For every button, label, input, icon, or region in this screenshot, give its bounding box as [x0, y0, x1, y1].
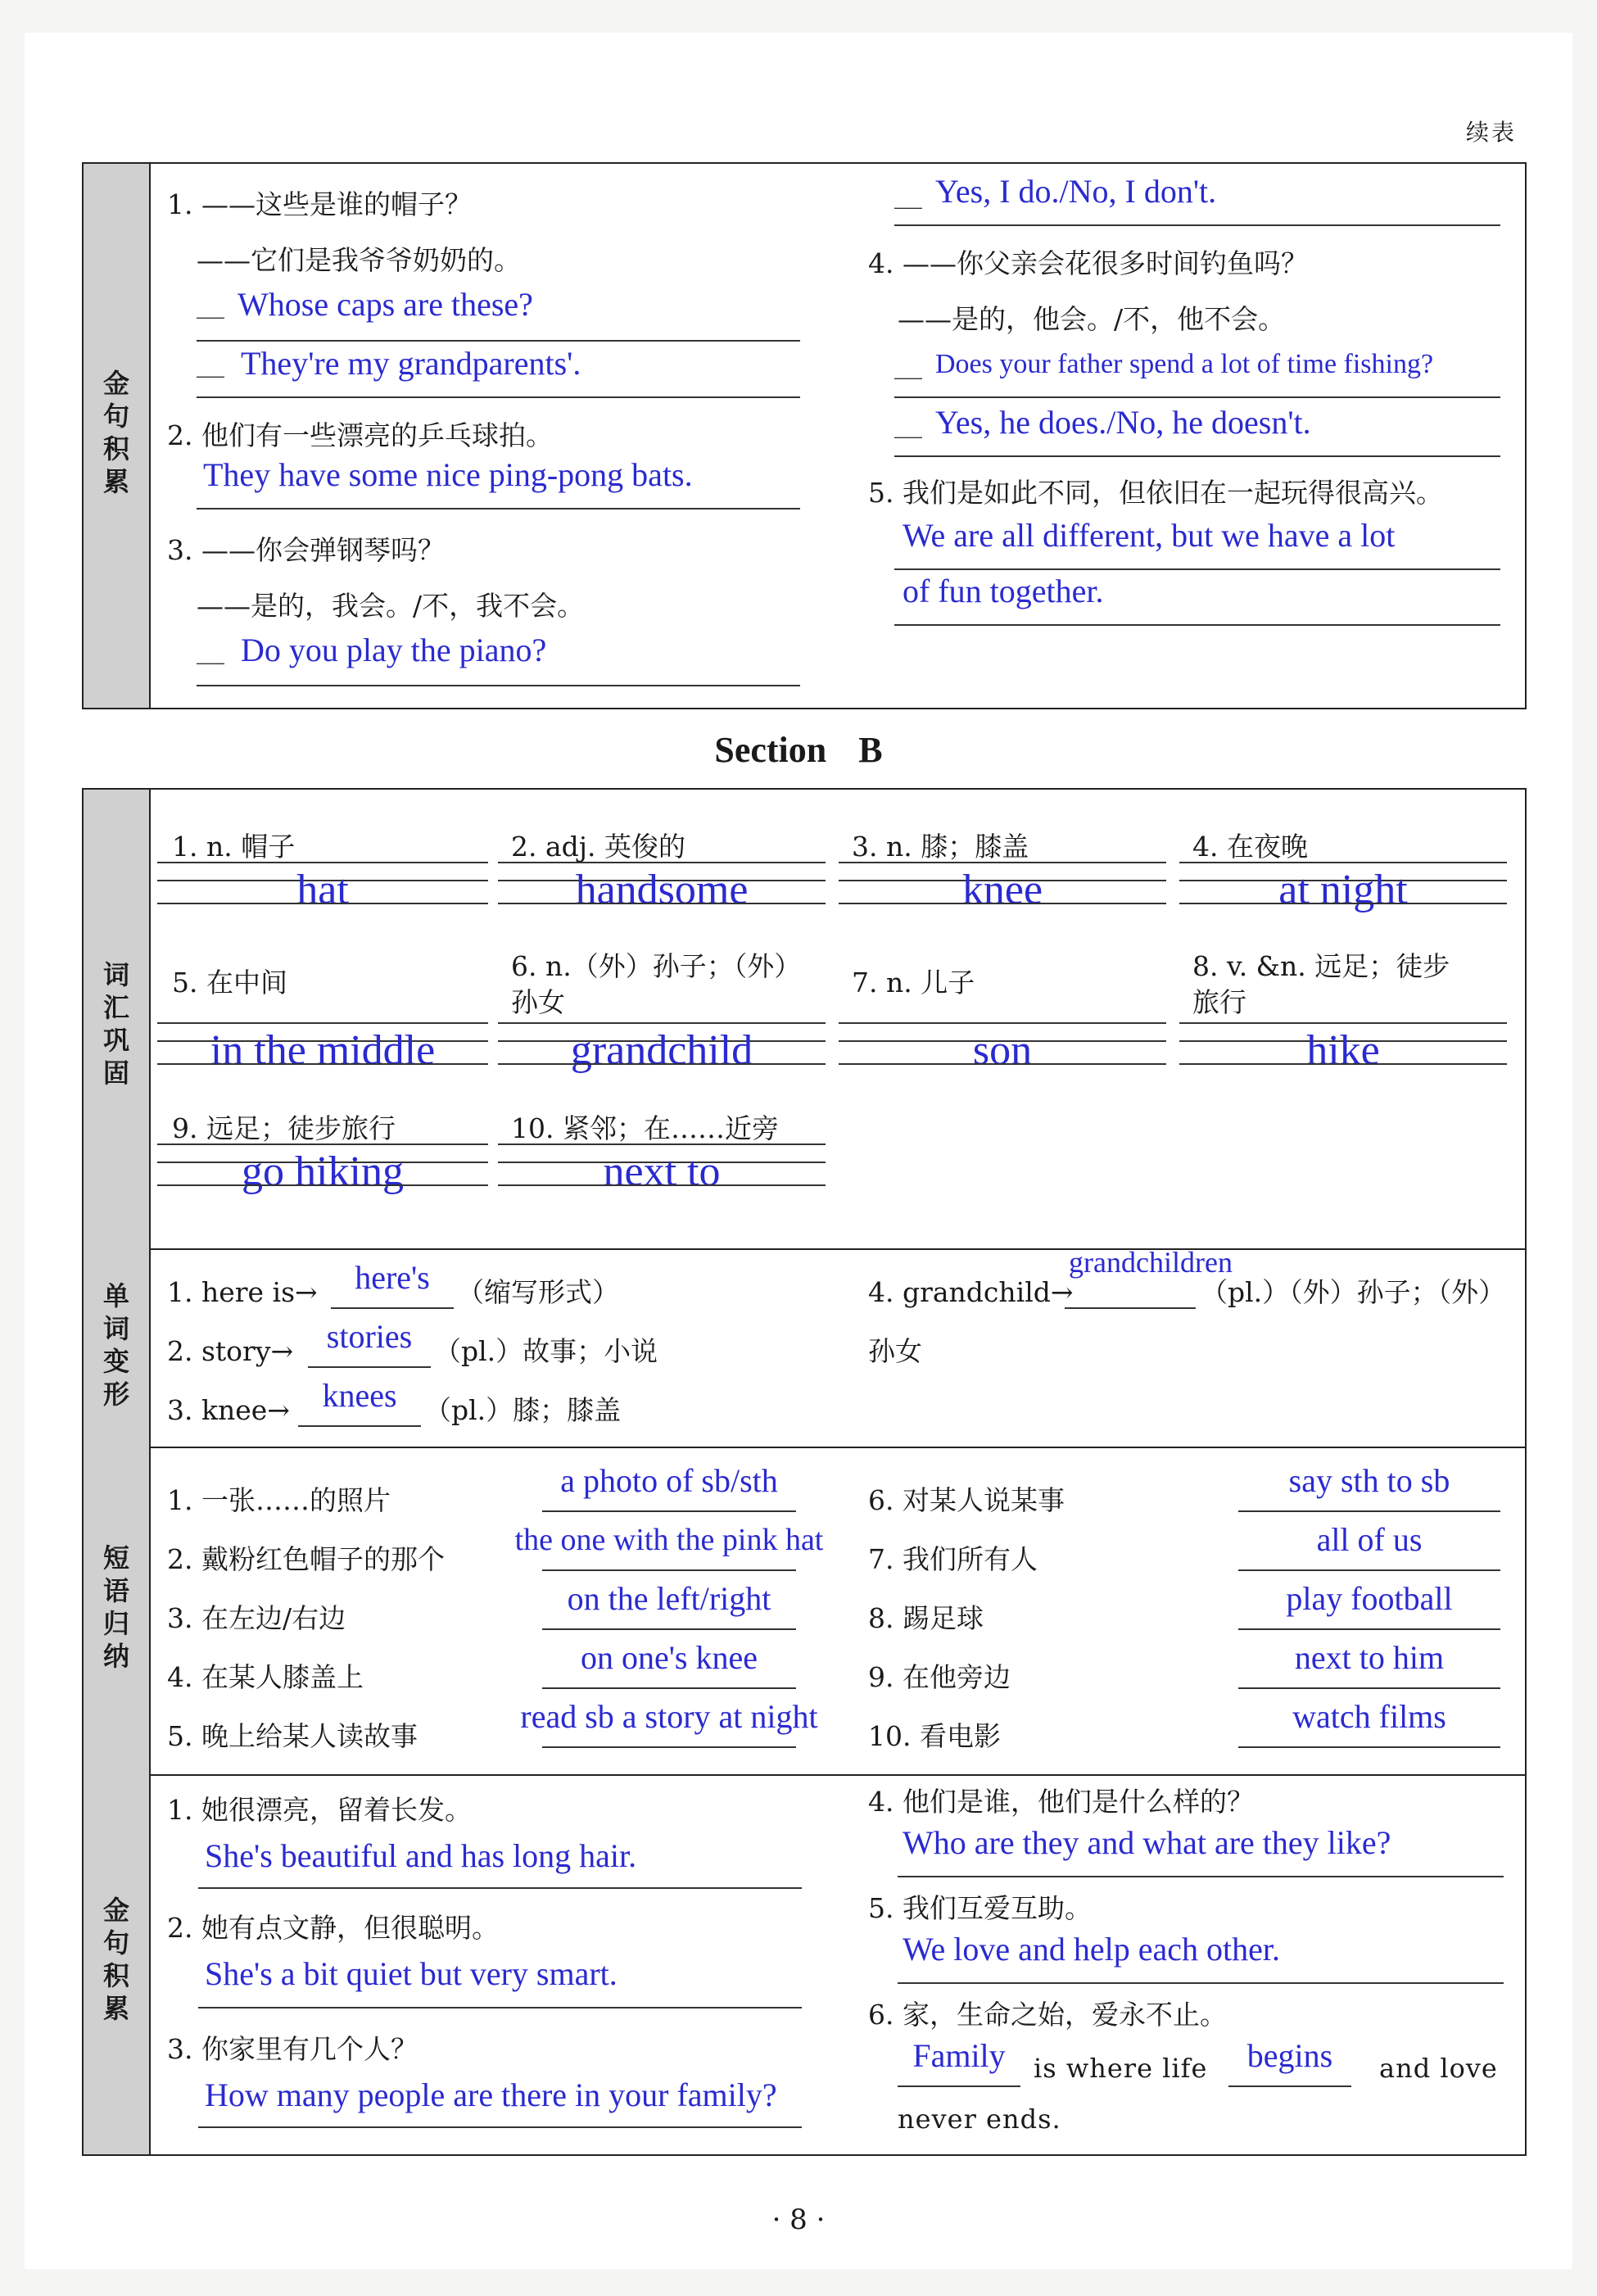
answer-line — [839, 1063, 1166, 1065]
answer-line — [498, 1022, 826, 1024]
answer-line — [157, 903, 488, 904]
forms-item-1-pre: 1. here is→ — [167, 1276, 318, 1308]
answer-line — [542, 1510, 796, 1512]
sentence-6-prompt: 6. 家，生命之始，爱永不止。 — [868, 1999, 1227, 2031]
phrase-4-prompt: 4. 在某人膝盖上 — [167, 1661, 364, 1693]
phrase-2-prompt: 2. 戴粉红色帽子的那个 — [167, 1543, 445, 1575]
answer-line — [839, 862, 1166, 863]
forms-item-4-post: （pl.）（外）孙子；（外） — [1201, 1276, 1506, 1308]
sentences-side-label: 金句积累 — [102, 1895, 129, 2024]
q4-answer-2: Yes, he does./No, he doesn't. — [935, 404, 1311, 441]
side-label-panel — [84, 164, 151, 708]
answer-line — [1065, 1307, 1196, 1309]
answer-line — [157, 1022, 488, 1024]
vocab-item-1-prompt: 1. n. 帽子 — [172, 831, 296, 863]
phrase-6-answer: say sth to sb — [1288, 1462, 1450, 1499]
phrase-5-prompt: 5. 晚上给某人读故事 — [167, 1720, 418, 1752]
answer-line — [542, 1628, 796, 1630]
answer-line — [1179, 862, 1507, 863]
q3-reply: ——是的，我会。/不，我不会。 — [197, 590, 585, 622]
q4-reply: ——是的，他会。/不，他不会。 — [898, 303, 1286, 335]
page-number: · 8 · — [771, 2203, 826, 2236]
phrase-7-prompt: 7. 我们所有人 — [868, 1543, 1038, 1575]
side-label-panel — [84, 790, 151, 2154]
phrase-1-prompt: 1. 一张……的照片 — [167, 1484, 391, 1516]
phrase-3-answer: on the left/right — [567, 1580, 771, 1617]
phrase-5-answer: read sb a story at night — [520, 1698, 818, 1735]
vocab-item-7-answer: son — [972, 1027, 1033, 1074]
answer-line — [298, 1425, 421, 1427]
answer-line — [498, 1184, 826, 1186]
phrase-9-answer: next to him — [1294, 1639, 1445, 1676]
phrase-10-answer: watch films — [1292, 1698, 1446, 1735]
answer-line — [894, 455, 1500, 457]
answer-line — [157, 1063, 488, 1065]
q3-prompt: 3. ——你会弹钢琴吗？ — [167, 534, 445, 566]
forms-item-3-answer: knees — [322, 1377, 397, 1414]
vocab-item-10-answer: next to — [603, 1148, 721, 1195]
phrases-side-label: 短语归纳 — [102, 1542, 129, 1672]
answer-line — [894, 624, 1500, 626]
sentence-6-answer-1: Family — [912, 2037, 1006, 2074]
answer-dash: __ — [197, 632, 224, 665]
vocab-item-8-answer: hike — [1306, 1027, 1380, 1074]
vocab-item-6-answer: grandchild — [570, 1027, 753, 1074]
phrase-4-answer: on one's knee — [580, 1639, 758, 1676]
phrase-2-answer: the one with the pink hat — [514, 1523, 824, 1557]
sentence-3-prompt: 3. 你家里有几个人？ — [167, 2033, 418, 2065]
answer-line — [1238, 1510, 1500, 1512]
vocab-item-4-prompt: 4. 在夜晚 — [1192, 831, 1308, 863]
answer-line — [1238, 1569, 1500, 1571]
answer-line — [894, 568, 1500, 570]
section-divider — [149, 1248, 1525, 1250]
answer-line — [1179, 1022, 1507, 1024]
q1-answer-1: Whose caps are these? — [238, 286, 533, 323]
sentence-1-answer: She's beautiful and has long hair. — [205, 1837, 637, 1874]
forms-item-1-answer: here's — [355, 1259, 430, 1296]
answer-dash: __ — [894, 406, 922, 439]
section-divider — [149, 1447, 1525, 1448]
answer-line — [498, 862, 826, 863]
answer-line — [1179, 1063, 1507, 1065]
answer-line — [198, 2126, 802, 2128]
sentence-6-end-2: never ends. — [898, 2104, 1061, 2135]
sentence-3-answer: How many people are there in your family? — [205, 2076, 777, 2113]
answer-dash: __ — [894, 177, 922, 210]
forms-item-3-pre: 3. knee→ — [167, 1394, 290, 1426]
vocab-item-7-prompt: 7. n. 儿子 — [852, 967, 975, 999]
answer-line — [197, 340, 800, 342]
q2-prompt: 2. 他们有一些漂亮的乒乓球拍。 — [167, 419, 553, 451]
vocab-item-10-prompt: 10. 紧邻；在……近旁 — [511, 1112, 779, 1144]
vocab-item-3-answer: knee — [961, 867, 1043, 913]
q5-answer-1: We are all different, but we have a lot — [903, 517, 1396, 554]
phrase-3-prompt: 3. 在左边/右边 — [167, 1602, 346, 1634]
q1-reply: ——它们是我爷爷奶奶的。 — [197, 244, 521, 276]
sentence-1-prompt: 1. 她很漂亮，留着长发。 — [167, 1794, 472, 1826]
sentence-6-end: and love — [1379, 2053, 1498, 2084]
answer-line — [498, 1143, 826, 1145]
q3-answer: Do you play the piano? — [241, 632, 547, 668]
sentence-6-answer-2: begins — [1246, 2037, 1333, 2074]
answer-line — [157, 1143, 488, 1145]
q5-prompt: 5. 我们是如此不同，但依旧在一起玩得很高兴。 — [868, 477, 1443, 509]
answer-line — [197, 396, 800, 398]
vocab-item-4-answer: at night — [1278, 867, 1408, 913]
q4-answer-1: Does your father spend a lot of time fishing? — [935, 349, 1434, 379]
top-sentences-block — [82, 162, 1527, 709]
sentence-4-prompt: 4. 他们是谁，他们是什么样的？ — [868, 1786, 1254, 1818]
q1-prompt: 1. ——这些是谁的帽子？ — [167, 188, 472, 220]
q2-answer: They have some nice ping-pong bats. — [203, 456, 693, 493]
answer-line — [894, 224, 1500, 226]
vocab-item-2-prompt: 2. adj. 英俊的 — [511, 831, 685, 863]
vocab-item-5-prompt: 5. 在中间 — [172, 967, 287, 999]
answer-line — [157, 862, 488, 863]
forms-item-2-post: （pl.）故事；小说 — [434, 1335, 658, 1367]
answer-line — [308, 1366, 431, 1368]
answer-line — [1238, 1687, 1500, 1689]
answer-line — [498, 1063, 826, 1065]
section-divider — [149, 1774, 1525, 1776]
forms-item-2-answer: stories — [326, 1318, 413, 1355]
answer-line — [542, 1687, 796, 1689]
forms-item-3-post: （pl.）膝；膝盖 — [424, 1394, 622, 1426]
vocab-item-6-prompt-2: 孙女 — [511, 986, 565, 1018]
answer-line — [898, 1982, 1504, 1984]
answer-line — [198, 2007, 802, 2008]
answer-line — [157, 1184, 488, 1186]
phrase-8-prompt: 8. 踢足球 — [868, 1602, 984, 1634]
answer-line — [197, 508, 800, 509]
section-b-block — [82, 788, 1527, 2156]
answer-line — [197, 685, 800, 686]
phrase-8-answer: play football — [1286, 1580, 1453, 1617]
vocab-item-2-answer: handsome — [575, 867, 749, 913]
forms-item-1-post: （缩写形式） — [457, 1276, 619, 1308]
vocab-item-1-answer: hat — [296, 867, 349, 913]
vocab-item-8-prompt-2: 旅行 — [1192, 986, 1246, 1018]
forms-item-4-answer: grandchildren — [1069, 1246, 1233, 1279]
answer-line — [542, 1569, 796, 1571]
answer-line — [1179, 903, 1507, 904]
answer-line — [839, 1022, 1166, 1024]
q3-answer-b: Yes, I do./No, I don't. — [935, 173, 1217, 210]
vocab-item-6-prompt: 6. n.（外）孙子；（外） — [511, 950, 802, 982]
section-title: Section B — [714, 730, 883, 770]
sentence-5-prompt: 5. 我们互爱互助。 — [868, 1892, 1092, 1924]
sentence-5-answer: We love and help each other. — [903, 1931, 1281, 1968]
answer-dash: __ — [894, 347, 922, 380]
vocab-side-label: 词汇巩固 — [102, 959, 129, 1089]
vocab-item-3-prompt: 3. n. 膝；膝盖 — [852, 831, 1029, 863]
answer-line — [331, 1307, 454, 1309]
continued-label: 续表 — [1466, 119, 1518, 146]
q4-prompt: 4. ——你父亲会花很多时间钓鱼吗？ — [868, 247, 1308, 279]
answer-line — [898, 1876, 1504, 1877]
answer-line — [1238, 1746, 1500, 1748]
phrase-7-answer: all of us — [1316, 1521, 1423, 1558]
sentence-2-prompt: 2. 她有点文静，但很聪明。 — [167, 1912, 499, 1944]
vocab-item-8-prompt: 8. v. &n. 远足；徒步 — [1192, 950, 1450, 982]
forms-side-label: 单词变形 — [102, 1280, 129, 1410]
phrase-10-prompt: 10. 看电影 — [868, 1720, 1001, 1752]
answer-line — [839, 903, 1166, 904]
answer-dash: __ — [197, 287, 224, 319]
forms-item-4-pre: 4. grandchild→ — [868, 1276, 1074, 1308]
forms-item-2-pre: 2. story→ — [167, 1335, 294, 1367]
q1-answer-2: They're my grandparents'. — [241, 345, 581, 382]
answer-dash: __ — [197, 346, 224, 378]
vocab-item-5-answer: in the middle — [210, 1027, 436, 1074]
vocab-item-9-answer: go hiking — [242, 1148, 404, 1195]
phrase-1-answer: a photo of sb/sth — [560, 1462, 778, 1499]
answer-line — [498, 903, 826, 904]
answer-line — [898, 2085, 1020, 2087]
answer-line — [542, 1746, 796, 1748]
answer-line — [894, 396, 1500, 398]
sentence-4-answer: Who are they and what are they like? — [903, 1824, 1391, 1861]
q5-answer-2: of fun together. — [903, 573, 1104, 609]
phrase-6-prompt: 6. 对某人说某事 — [868, 1484, 1065, 1516]
vocab-item-9-prompt: 9. 远足；徒步旅行 — [172, 1112, 396, 1144]
answer-line — [1228, 2085, 1351, 2087]
sentence-6-mid: is where life — [1034, 2053, 1208, 2084]
answer-line — [1238, 1628, 1500, 1630]
sentence-2-answer: She's a bit quiet but very smart. — [205, 1955, 618, 1992]
side-label: 金句积累 — [102, 368, 129, 497]
answer-line — [198, 1887, 802, 1889]
phrase-9-prompt: 9. 在他旁边 — [868, 1661, 1011, 1693]
forms-item-4-post-2: 孙女 — [868, 1335, 922, 1367]
